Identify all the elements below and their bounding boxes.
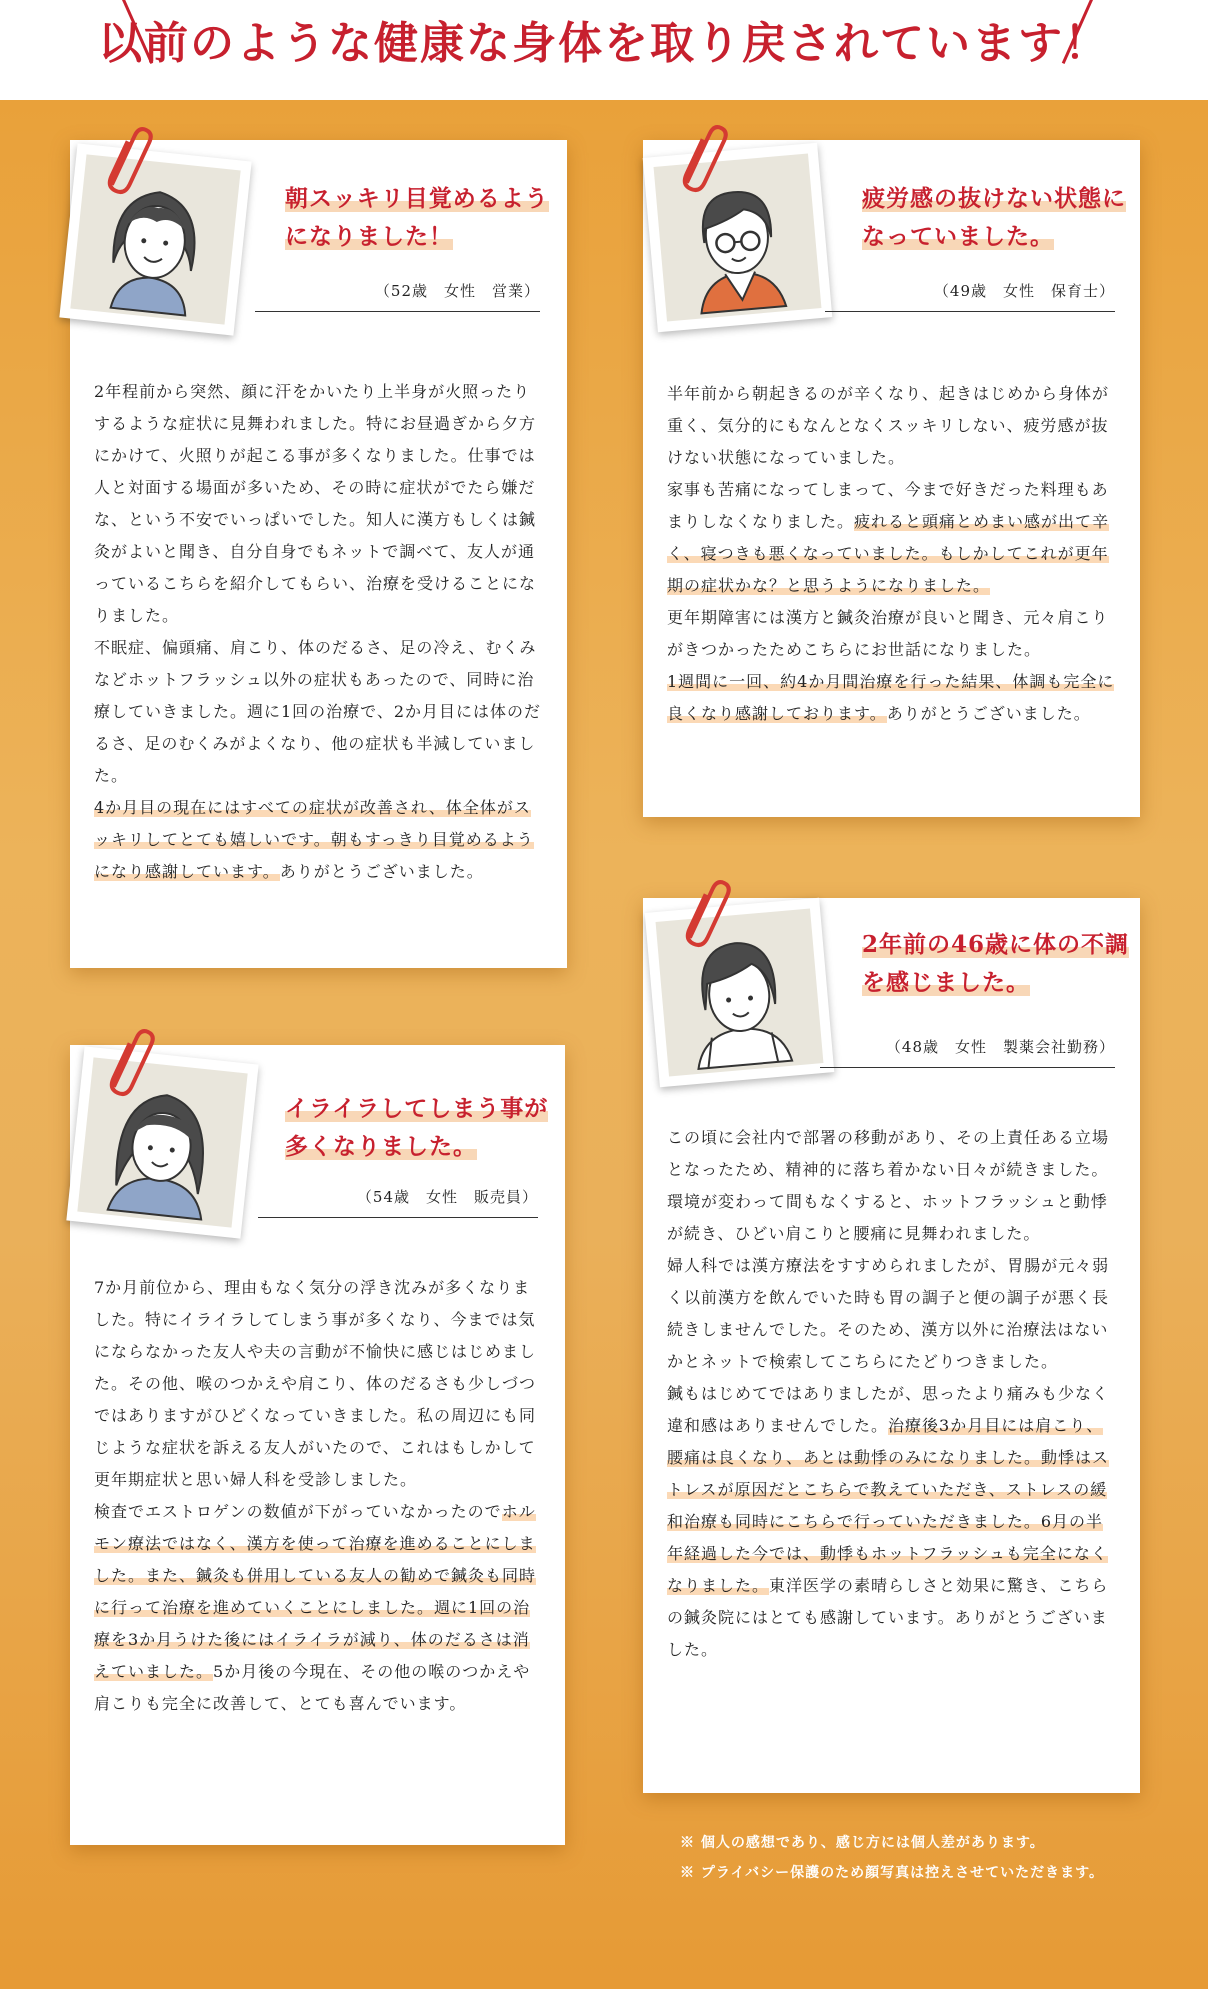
- testimonial-meta-2: （49歳 女性 保育士）: [825, 280, 1115, 312]
- testimonial-paragraph: [667, 378, 1119, 474]
- testimonial-paragraph: [667, 474, 1119, 602]
- body-text: 更年期障害には漢方と鍼灸治療が良いと聞き、元々肩こりがきつかったためこちらにお世話になりました。: [667, 608, 1109, 659]
- body-text: 半年前から朝起きるのが辛くなり、起きはじめから身体が重く、気分的にもなんとなくスッキリしない、疲労感が抜けない状態になっていました。: [667, 384, 1110, 467]
- highlighted-text: 4か月目の現在にはすべての症状が改善され、体全体がスッキリしてとても嬉しいです。朝もすっきり目覚めるようになり感謝しています。: [94, 798, 534, 881]
- woman-long-hair-illustration: [70, 154, 240, 324]
- testimonial-paragraph: [94, 792, 544, 888]
- testimonial-photo-3: [66, 1046, 258, 1238]
- testimonial-paragraph: [667, 666, 1119, 730]
- body-text: 婦人科では漢方療法をすすめられましたが、胃腸が元々弱く以前漢方を飲んでいた時も胃の調子と便の調子が悪く長続きしませんでした。そのため、漢方以外に治療法はないかとネットで検索してこちらにたどりつきました。: [667, 1256, 1110, 1371]
- disclaimer-notes: [680, 1828, 1104, 1888]
- testimonial-photo-4: [645, 898, 835, 1088]
- testimonial-paragraph: [667, 1378, 1119, 1666]
- testimonial-paragraph: [667, 602, 1119, 666]
- testimonial-paragraph: [94, 376, 544, 632]
- testimonial-paragraph: [94, 632, 544, 792]
- body-text: 5か月後の今現在、その他の喉のつかえや肩こりも完全に改善して、とても喜んでいます。: [94, 1662, 531, 1713]
- page-header: [0, 0, 1208, 100]
- highlighted-text: 疲れると頭痛とめまい感が出て辛く、寝つきも悪くなっていました。もしかしてこれが更年期の症状かな？と思うようになりました。: [667, 512, 1110, 595]
- body-text: 2年程前から突然、顔に汗をかいたり上半身が火照ったりするような症状に見舞われました。特にお昼過ぎから夕方にかけて、火照りが起こる事が多くなりました。仕事では人と対面する場面が多いため、その時に症状がでたら嫌だな、という不安でいっぱいでした。知人に漢方もしくは鍼灸がよいと聞き、自分自身でもネットで調べて、友人が通っているこちらを紹介してもらい、治療を受けることになりました。: [94, 382, 537, 625]
- testimonial-paragraph: [667, 1250, 1119, 1378]
- body-text: この頃に会社内で部署の移動があり、その上責任ある立場となったため、精神的に落ち着かない日々が続きました。環境が変わって間もなくすると、ホットフラッシュと動悸が続き、ひどい肩こりと腰痛に見舞われました。: [667, 1128, 1110, 1243]
- highlighted-text: 1週間に一回、約4か月間治療を行った結果、体調も完全に良くなり感謝しております。: [667, 672, 1115, 723]
- testimonial-photo-1: [59, 143, 251, 335]
- body-text: 家事も苦痛になってしまって、今まで好きだった料理もあまりしなくなりました。: [667, 480, 1109, 531]
- highlighted-text: ホルモン療法ではなく、漢方を使って治療を進めることにしました。また、鍼灸も併用している友人の勧めで鍼灸も同時に行って治療を進めていくことにしました。週に1回の治療を3か月うけた後にはイライラが減り、体のだるさは消えていました。: [94, 1502, 537, 1681]
- testimonial-paragraph: [94, 1272, 546, 1496]
- body-text: ありがとうございました。: [279, 862, 484, 881]
- testimonial-title-4: 2年前の46歳に体の不調を感じました。: [862, 931, 1130, 996]
- testimonial-title-3: イライラしてしまう事が多くなりました。: [285, 1095, 549, 1160]
- testimonial-title-2: 疲労感の抜けない状態になっていました。: [862, 185, 1126, 250]
- testimonial-photo-2: [643, 143, 833, 333]
- disclaimer-note-2: ※ プライバシー保護のため顔写真は控えさせていただきます。: [680, 1865, 1105, 1881]
- highlighted-text: 治療後3か月目には肩こり、腰痛は良くなり、あとは動悸のみになりました。動悸はストレスが原因だとこちらで教えていただき、ストレスの緩和治療も同時にこちらで行っていただきました。6月の半年経過した今では、動悸もホットフラッシュも完全になくなりました。: [667, 1416, 1110, 1595]
- testimonial-paragraph: [94, 1496, 546, 1720]
- testimonial-paragraph: [667, 1122, 1119, 1250]
- testimonial-meta-3: （54歳 女性 販売員）: [258, 1186, 538, 1218]
- testimonial-body-2: [667, 378, 1119, 730]
- testimonial-body-3: [94, 1272, 546, 1720]
- disclaimer-note-1: ※ 個人の感想であり、感じ方には個人差があります。: [680, 1835, 1045, 1851]
- page-title: 以前のような健康な身体を取り戻されています！: [98, 18, 1110, 69]
- testimonial-body-1: [94, 376, 544, 888]
- testimonial-title-1: 朝スッキリ目覚めるようになりました！: [285, 185, 549, 250]
- testimonial-meta-1: （52歳 女性 営業）: [255, 280, 540, 312]
- body-text: 不眠症、偏頭痛、肩こり、体のだるさ、足の冷え、むくみなどホットフラッシュ以外の症状もあったので、同時に治療していきました。週に1回の治療で、2か月目には体のだるさ、足のむくみがよくなり、他の症状も半減していました。: [94, 638, 542, 785]
- testimonial-meta-4: （48歳 女性 製薬会社勤務）: [820, 1036, 1115, 1068]
- body-text: 鍼もはじめてではありましたが、思ったより痛みも少なく違和感はありませんでした。: [667, 1384, 1110, 1435]
- body-text: 検査でエストロゲンの数値が下がっていなかったので: [94, 1502, 502, 1521]
- body-text: ありがとうございました。: [886, 704, 1091, 723]
- body-text: 東洋医学の素晴らしさと効果に驚き、こちらの鍼灸院にはとても感謝しています。ありがとうございました。: [667, 1576, 1109, 1659]
- body-text: 7か月前位から、理由もなく気分の浮き沈みが多くなりました。特にイライラしてしまう事が多くなり、今までは気にならなかった友人や夫の言動が不愉快に感じはじめました。その他、喉のつかえや肩こり、体のだるさも少しづつではありますがひどくなっていきました。私の周辺にも同じような症状を訴える友人がいたので、これはもしかして更年期症状と思い婦人科を受診しました。: [94, 1278, 537, 1489]
- testimonial-body-4: [667, 1122, 1119, 1666]
